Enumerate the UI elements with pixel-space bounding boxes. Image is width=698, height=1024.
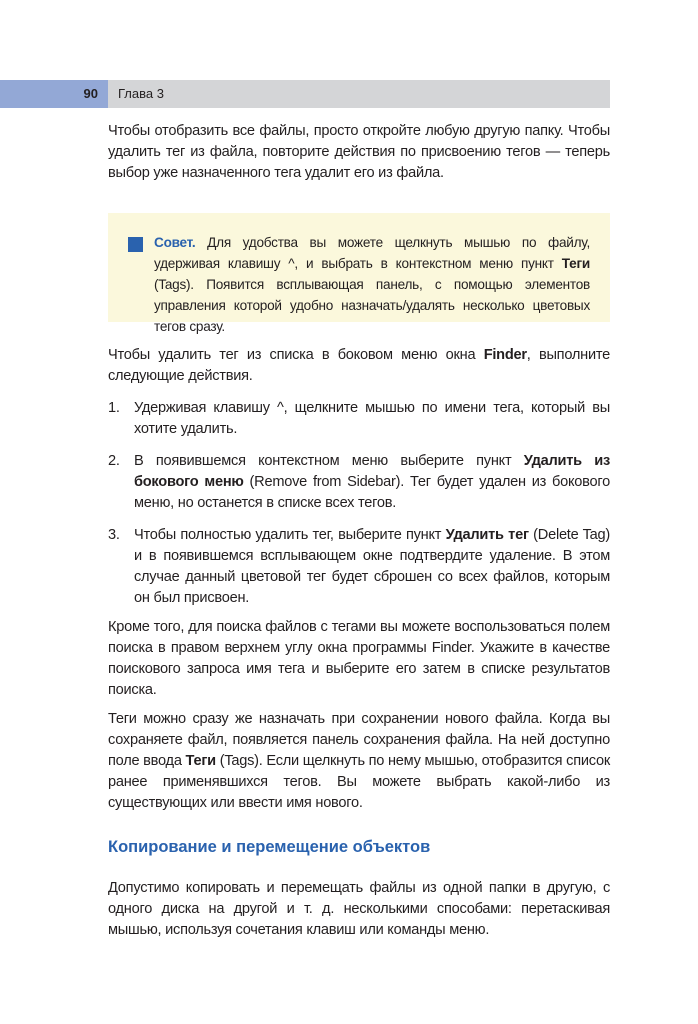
text: Чтобы удалить тег из списка в боковом меню окна: [108, 347, 484, 363]
tip-bold: Теги: [561, 256, 590, 271]
bold-text: Удалить из бокового меню: [134, 453, 610, 490]
tip-text-part: Для удобства вы можете щелкнуть мышью по файлу, удерживая клавишу ^, и выбрать в контекстном меню пункт: [154, 235, 590, 271]
text: (Tags). Если щелкнуть по нему мышью, отобразится список ранее применявшихся тегов. Вы можете выбрать какой-либо из существующих или ввести имя нового.: [108, 753, 610, 811]
paragraph-2: [108, 345, 610, 387]
page-number-band: [0, 80, 108, 108]
tip-text: [154, 232, 590, 337]
list-item: [108, 451, 610, 514]
paragraph-4: [108, 709, 610, 814]
bold-text: Finder: [483, 347, 527, 363]
text: (Delete Tag) и в появившемся всплывающем окне подтвердите удаление. В этом случае данный цветовой тег будет сброшен со всех файлов, которым он был присвоен.: [134, 527, 611, 606]
tip-square-icon: [128, 237, 143, 252]
list-item: [108, 525, 610, 609]
section-heading: Копирование и перемещение объектов: [108, 838, 431, 856]
tip-label: Совет.: [154, 235, 196, 250]
bold-text: Теги: [185, 753, 216, 769]
text: Теги можно сразу же назначать при сохранении нового файла. Когда вы сохраняете файл, появляется панель сохранения файла. На ней доступно поле ввода: [108, 711, 610, 769]
paragraph-3: Кроме того, для поиска файлов с тегами вы можете воспользоваться полем поиска в правом верхнем углу окна программы Finder. Укажите в качестве поискового запроса имя тега и выберите его затем в списке результатов поиска.: [108, 619, 610, 698]
paragraph-5: Допустимо копировать и перемещать файлы из одной папки в другую, с одного диска на другой и т. д. несколькими способами: перетаскивая мышью, используя сочетания клавиш или команды меню.: [108, 880, 610, 938]
list-number: 3.: [108, 527, 120, 543]
list-number: 2.: [108, 453, 120, 469]
chapter-title: Глава 3: [118, 86, 164, 101]
text: Чтобы полностью удалить тег, выберите пункт: [134, 527, 446, 543]
text: В появившемся контекстном меню выберите пункт: [134, 453, 524, 469]
text: , выполните следующие действия.: [108, 347, 610, 384]
list-item: [108, 398, 610, 440]
text: (Remove from Sidebar). Тег будет удален из бокового меню, но останется в списке всех тегов.: [134, 474, 610, 511]
running-header: [108, 80, 610, 108]
paragraph-1: Чтобы отобразить все файлы, просто откройте любую другую папку. Чтобы удалить тег из файла, повторите действия по присвоению тегов — теперь выбор уже назначенного тега удалит его из файла.: [108, 123, 610, 181]
tip-box: [108, 213, 610, 334]
text: Удерживая клавишу ^, щелкните мышью по имени тега, который вы хотите удалить.: [134, 400, 610, 437]
list-number: 1.: [108, 400, 120, 416]
tip-text-part: (Tags). Появится всплывающая панель, с помощью элементов управления которой удобно назначать/удалять несколько цветовых тегов сразу.: [154, 277, 590, 334]
bold-text: Удалить тег: [445, 527, 529, 543]
page-number: 90: [83, 86, 98, 101]
